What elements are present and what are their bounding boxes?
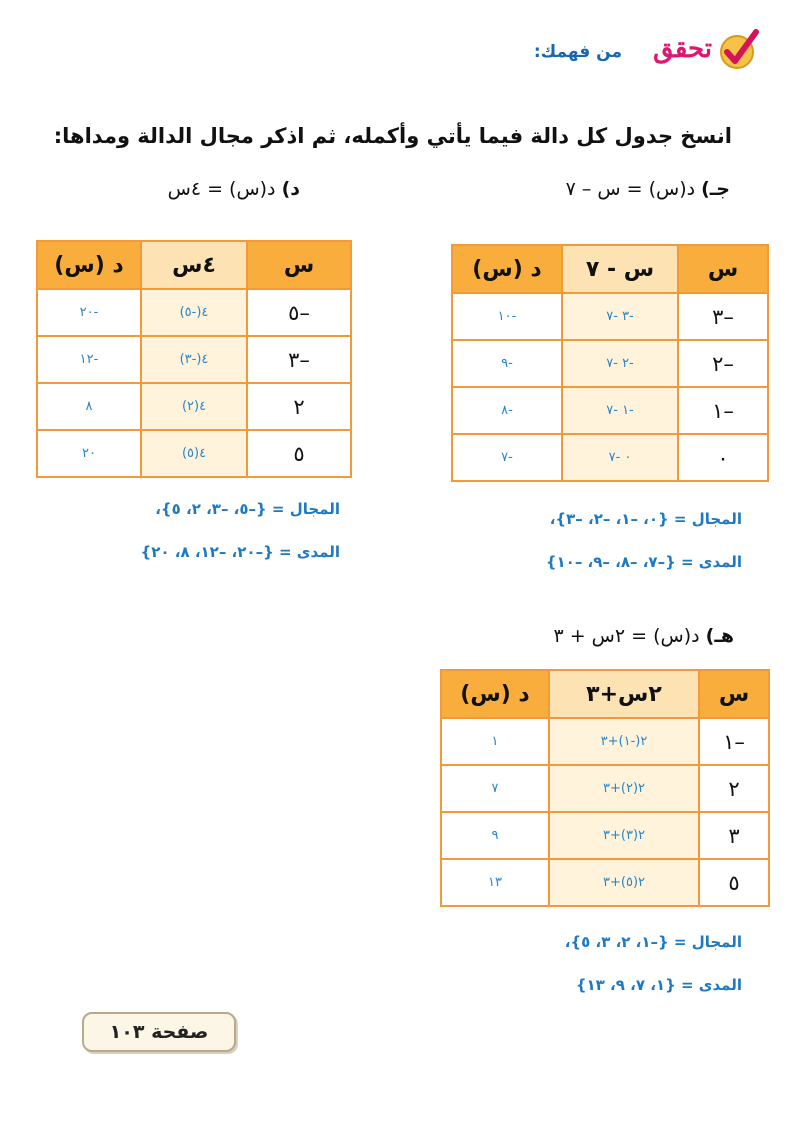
table-row — [441, 859, 769, 906]
table-cell: -٧ — [452, 434, 562, 481]
table-h-header-x: س — [699, 670, 769, 718]
table-cell: ٣ — [699, 812, 769, 859]
problem-h-heading — [553, 625, 734, 647]
problem-h-label: هـ) — [705, 625, 734, 647]
table-row — [37, 430, 351, 477]
table-cell: -٨ — [452, 387, 562, 434]
table-cell: ٠ — [678, 434, 768, 481]
table-cell: -١٠ — [452, 293, 562, 340]
table-cell: -٩ — [452, 340, 562, 387]
table-cell: ٢(٥)+٣ — [549, 859, 699, 906]
header-subtitle: من فهمك: — [533, 42, 622, 62]
table-row — [452, 387, 768, 434]
table-cell: –١ — [678, 387, 768, 434]
problem-d-equation: د(س) = ٤س — [167, 178, 276, 200]
table-row — [37, 336, 351, 383]
table-cell: ١٣ — [441, 859, 549, 906]
table-cell: ٢(٣)+٣ — [549, 812, 699, 859]
table-cell: –١ — [699, 718, 769, 765]
table-h-header-fx: د (س) — [441, 670, 549, 718]
table-cell: ٠ -٧ — [562, 434, 678, 481]
table-cell: ٥ — [699, 859, 769, 906]
table-d-header-fx: د (س) — [37, 241, 141, 289]
table-cell: -١٢ — [37, 336, 141, 383]
table-cell: –٣ — [678, 293, 768, 340]
problem-d-heading — [168, 178, 300, 200]
problem-h-range: المدى = {١، ٧، ٩، ١٣} — [575, 976, 742, 994]
table-d-header-x: س — [247, 241, 351, 289]
table-cell: -٢ -٧ — [562, 340, 678, 387]
table-cell: -١ -٧ — [562, 387, 678, 434]
checkmark-icon — [718, 28, 760, 72]
table-cell: ٢ — [699, 765, 769, 812]
table-cell: –٢ — [678, 340, 768, 387]
table-h — [440, 669, 770, 907]
table-d — [36, 240, 352, 478]
table-cell: –٣ — [247, 336, 351, 383]
table-cell: -٢٠ — [37, 289, 141, 336]
problem-h-equation: د(س) = ٢س + ٣ — [553, 625, 700, 647]
problem-d-domain: المجال = {–٥، –٣، ٢، ٥}، — [155, 500, 340, 518]
table-j-header-expr: س - ٧ — [562, 245, 678, 293]
table-cell: ٤(-٣) — [141, 336, 247, 383]
table-row — [37, 289, 351, 336]
table-h-header-expr: ٢س+٣ — [549, 670, 699, 718]
table-cell: ٢(٢)+٣ — [549, 765, 699, 812]
table-row — [452, 434, 768, 481]
problem-d-label: د) — [281, 178, 300, 200]
problem-j-label: جـ) — [701, 178, 730, 200]
table-d-header-expr: ٤س — [141, 241, 247, 289]
table-cell: ١ — [441, 718, 549, 765]
table-cell: ٤(٢) — [141, 383, 247, 430]
table-cell: ٩ — [441, 812, 549, 859]
problem-j-domain: المجال = {٠، –١، –٢، –٣}، — [549, 510, 742, 528]
table-row — [441, 812, 769, 859]
table-j-header-x: س — [678, 245, 768, 293]
table-cell: ٢ — [247, 383, 351, 430]
table-cell: ٤(-٥) — [141, 289, 247, 336]
table-cell: ٢٠ — [37, 430, 141, 477]
table-row — [452, 340, 768, 387]
table-cell: -٣ -٧ — [562, 293, 678, 340]
table-row — [37, 383, 351, 430]
table-cell: ٨ — [37, 383, 141, 430]
table-cell: –٥ — [247, 289, 351, 336]
table-j — [451, 244, 769, 482]
header-title: تحقق — [653, 34, 712, 64]
table-row — [452, 293, 768, 340]
check-understanding-header — [520, 28, 760, 78]
table-cell: ٢(-١)+٣ — [549, 718, 699, 765]
problem-h-domain: المجال = {–١، ٢، ٣، ٥}، — [564, 933, 742, 951]
table-row — [441, 718, 769, 765]
table-cell: ٥ — [247, 430, 351, 477]
problem-j-equation: د(س) = س – ٧ — [565, 178, 696, 200]
table-cell: ٧ — [441, 765, 549, 812]
page-number-badge: صفحة ١٠٣ — [82, 1012, 236, 1052]
table-cell: ٤(٥) — [141, 430, 247, 477]
instruction-text: انسخ جدول كل دالة فيما يأتي وأكمله، ثم اذكر مجال الدالة ومداها: — [53, 124, 732, 148]
problem-j-heading — [566, 178, 730, 200]
problem-j-range: المدى = {–٧، –٨، –٩، –١٠} — [545, 553, 742, 571]
table-j-header-fx: د (س) — [452, 245, 562, 293]
table-row — [441, 765, 769, 812]
problem-d-range: المدى = {–٢٠، –١٢، ٨، ٢٠} — [140, 543, 340, 561]
